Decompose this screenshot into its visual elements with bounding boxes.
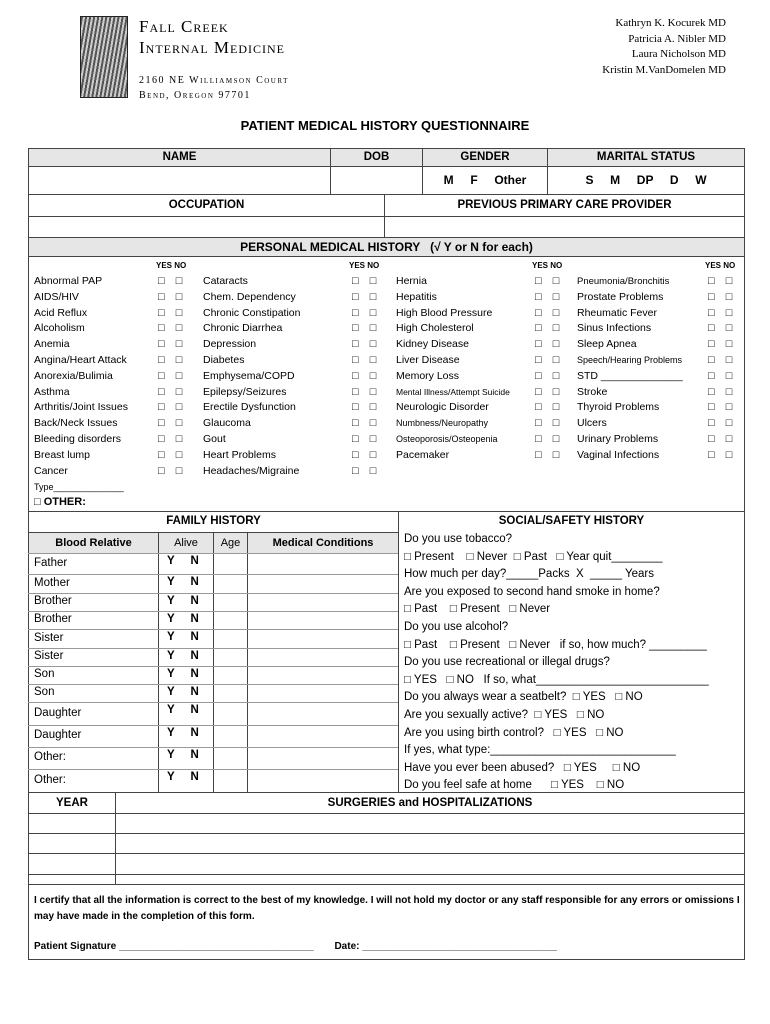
clinic-logo xyxy=(80,16,128,98)
alive-yes-no[interactable]: Y N xyxy=(167,668,199,680)
occupation-field[interactable] xyxy=(28,216,385,238)
family-row-divider xyxy=(28,702,399,703)
occupation-header: OCCUPATION xyxy=(28,194,385,217)
family-row-divider xyxy=(28,648,399,649)
yes-no-header: YES NO xyxy=(705,261,736,270)
alive-yes-no[interactable]: Y N xyxy=(167,631,199,643)
medical-history-header: PERSONAL MEDICAL HISTORY (√ Y or N for each) xyxy=(28,237,745,257)
relative-label: Other: xyxy=(34,774,66,786)
condition-list-col2: Cataracts Chem. Dependency Chronic Constipation Chronic Diarrhea Depression Diabetes Emphysema/COPD Epilepsy/Seizures Erectile Dysfunction Glaucoma Gout Heart Problems Headaches/Migraine xyxy=(203,275,301,477)
family-row-divider xyxy=(28,629,399,630)
family-row-divider xyxy=(28,747,399,748)
family-row-divider xyxy=(28,553,399,554)
marital-options[interactable]: S M DP D W xyxy=(547,166,745,195)
family-row-divider xyxy=(28,684,399,685)
conditions-header: Medical Conditions xyxy=(247,532,399,554)
surgery-year-field[interactable] xyxy=(28,813,116,834)
gender-options[interactable]: M F Other xyxy=(422,166,548,195)
dob-header: DOB xyxy=(330,148,423,167)
alive-yes-no[interactable]: Y N xyxy=(167,595,199,607)
gender-header: GENDER xyxy=(422,148,548,167)
surgery-detail-field[interactable] xyxy=(115,833,745,854)
relative-label: Brother xyxy=(34,613,72,625)
relative-label: Daughter xyxy=(34,729,82,741)
alive-yes-no[interactable]: Y N xyxy=(167,555,199,567)
alive-yes-no[interactable]: Y N xyxy=(167,613,199,625)
age-header: Age xyxy=(213,532,248,554)
certification-text: I certify that all the information is correct to the best of my knowledge. I will not hold my doctor or any staff responsible for any errors or omissions I may have made in the completion of this form. xyxy=(34,895,740,922)
marital-header: MARITAL STATUS xyxy=(547,148,745,167)
alive-yes-no[interactable]: Y N xyxy=(167,650,199,662)
checkbox-col3[interactable]: □ □ □ □ □ □ □ □ □ □ □ □ □ □ □ □ □ □ □ □ □ □ □ □ xyxy=(535,275,564,461)
doctor-list: Kathryn K. Kocurek MD Patricia A. Nibler MD Laura Nicholson MD Kristin M.VanDomelen MD xyxy=(602,17,726,76)
clinic-address: 2160 NE Williamson Court Bend, Oregon 97701 xyxy=(139,75,289,101)
surgery-detail-field[interactable] xyxy=(115,853,745,875)
clinic-name: Fall Creek Internal Medicine xyxy=(139,17,286,57)
dob-field[interactable] xyxy=(330,166,423,195)
relative-label: Mother xyxy=(34,576,70,589)
signature-line[interactable]: Patient Signature ___________________________________ Date: ___________________________________ xyxy=(34,941,557,952)
alive-yes-no[interactable]: Y N xyxy=(167,749,199,761)
name-header: NAME xyxy=(28,148,331,167)
alive-yes-no[interactable]: Y N xyxy=(167,686,199,698)
relative-label: Other: xyxy=(34,751,66,763)
relative-label: Son xyxy=(34,668,55,680)
relative-label: Sister xyxy=(34,650,64,662)
relative-label: Father xyxy=(34,556,68,569)
alive-yes-no[interactable]: Y N xyxy=(167,576,199,588)
checkbox-col1[interactable]: □ □ □ □ □ □ □ □ □ □ □ □ □ □ □ □ □ □ □ □ □ □ □ □ □ □ xyxy=(158,275,187,477)
alive-yes-no[interactable]: Y N xyxy=(167,771,199,783)
family-row-divider xyxy=(28,574,399,575)
relative-label: Daughter xyxy=(34,706,82,719)
alive-header: Alive xyxy=(158,532,214,554)
form-title: PATIENT MEDICAL HISTORY QUESTIONNAIRE xyxy=(240,118,530,133)
yes-no-header: YES NO xyxy=(532,261,563,270)
surgeries-header: SURGERIES and HOSPITALIZATIONS xyxy=(115,792,745,814)
family-row-divider xyxy=(28,725,399,726)
relative-label: Sister xyxy=(34,631,64,644)
alive-yes-no[interactable]: Y N xyxy=(167,704,199,716)
pcp-header: PREVIOUS PRIMARY CARE PROVIDER xyxy=(384,194,745,217)
surgery-year-field[interactable] xyxy=(28,833,116,854)
relative-header: Blood Relative xyxy=(28,532,159,554)
condition-list-col4: Pneumonia/Bronchitis Prostate Problems Rheumatic Fever Sinus Infections Sleep Apnea Speech/Hearing Problems STD ______________ Stroke Thyroid Problems Ulcers Urinary Problems Vaginal Infections xyxy=(577,276,683,461)
family-row-divider xyxy=(28,769,399,770)
surgery-year-field[interactable] xyxy=(28,853,116,875)
checkbox-col4[interactable]: □ □ □ □ □ □ □ □ □ □ □ □ □ □ □ □ □ □ □ □ □ □ □ □ xyxy=(708,275,737,461)
family-row-divider xyxy=(28,593,399,594)
surgery-detail-field[interactable] xyxy=(115,813,745,834)
family-history-title: FAMILY HISTORY xyxy=(166,515,261,527)
family-row-divider xyxy=(28,611,399,612)
family-row-divider xyxy=(28,666,399,667)
social-question-list[interactable]: Do you use tobacco? □ Present □ Never □ Past □ Year quit________ How much per day?_____Packs X _____ Years Are you exposed to second hand smoke in home? □ Past □ Present □ Never Do you use alcohol? □ Past □ Present □ Never if so, how much? _________ Do you use recreational or illegal drugs? □ YES □ NO If so, what___________________________ Do you always wear a seatbelt? □ YES □ NO Are you sexually active? □ YES □ NO Are you using birth control? □ YES □ NO If yes, what type:_____________________________ Have you ever been abused? □ YES □ NO Do you feel safe at home □ YES □ NO xyxy=(404,533,709,792)
condition-list-col1: Abnormal PAP AIDS/HIV Acid Reflux Alcoholism Anemia Angina/Heart Attack Anorexia/Bulimia Asthma Arthritis/Joint Issues Back/Neck Issues Bleeding disorders Breast lump Cancer xyxy=(34,275,128,477)
year-header: YEAR xyxy=(28,792,116,814)
relative-label: Son xyxy=(34,686,55,698)
yes-no-header: YES NO xyxy=(349,261,380,270)
yes-no-header: YES NO xyxy=(156,261,187,270)
relative-label: Brother xyxy=(34,595,72,607)
social-history-title: SOCIAL/SAFETY HISTORY xyxy=(498,515,645,527)
checkbox-col2[interactable]: □ □ □ □ □ □ □ □ □ □ □ □ □ □ □ □ □ □ □ □ □ □ □ □ □ □ xyxy=(352,275,381,477)
alive-yes-no[interactable]: Y N xyxy=(167,727,199,739)
name-field[interactable] xyxy=(28,166,331,195)
pcp-field[interactable] xyxy=(384,216,745,238)
other-condition-checkbox[interactable]: □ OTHER: xyxy=(34,496,86,508)
cancer-type-field[interactable]: Type______________ xyxy=(34,482,124,492)
condition-list-col3: Hernia Hepatitis High Blood Pressure High Cholesterol Kidney Disease Liver Disease Memory Loss Mental Illness/Attempt Suicide Neurologic Disorder Numbness/Neuropathy Osteoporosis/Osteopenia Pacemaker xyxy=(396,275,510,461)
